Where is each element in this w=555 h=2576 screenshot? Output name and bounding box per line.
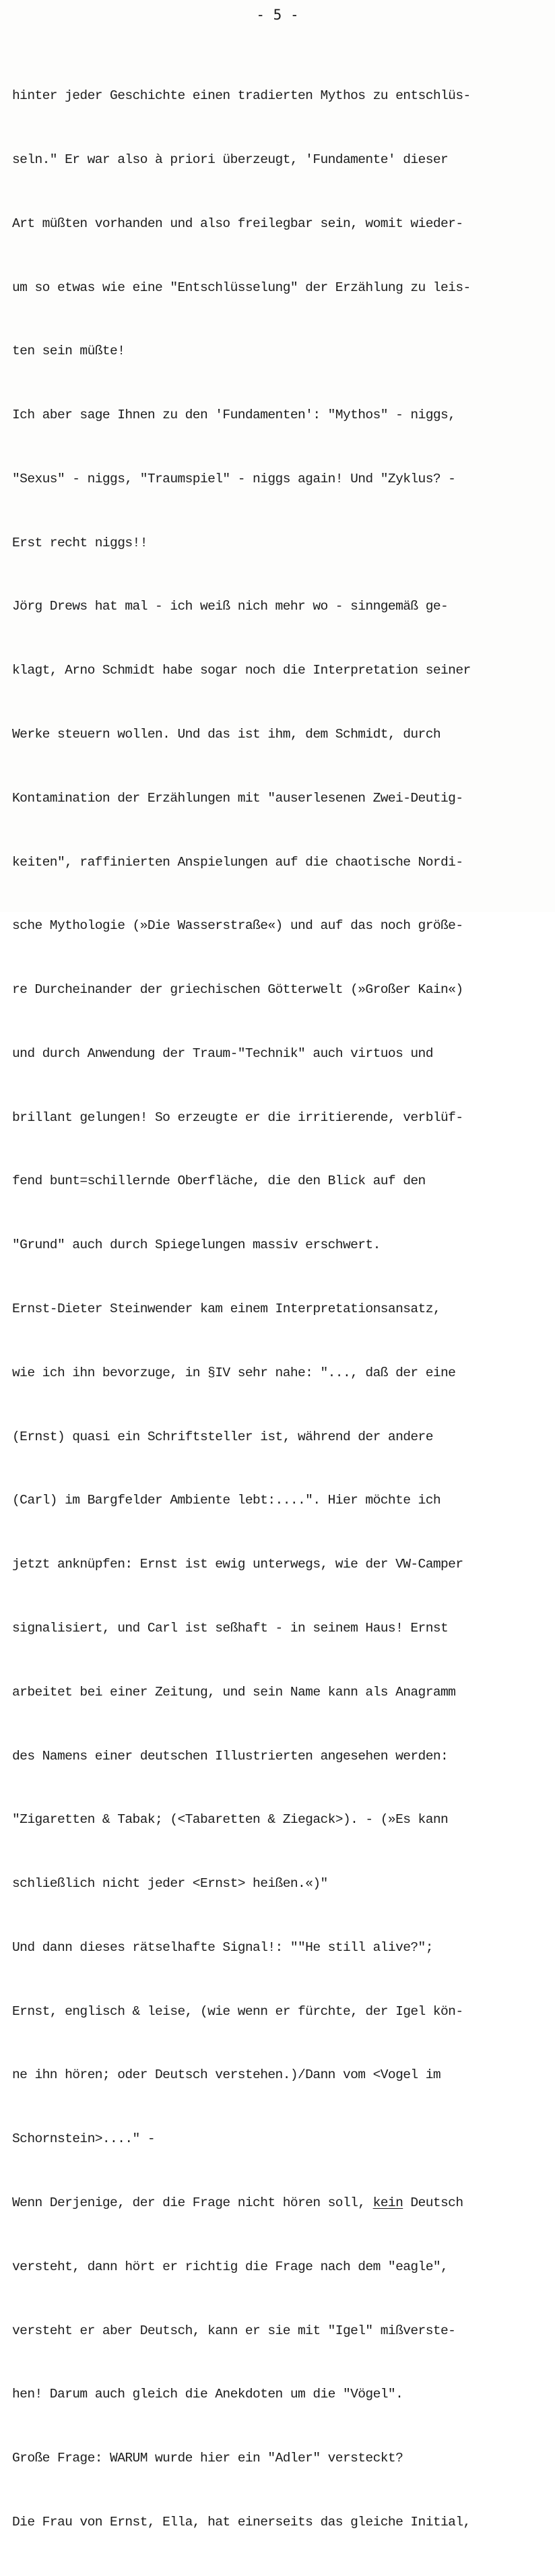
text-line: brillant gelungen! So erzeugte er die irritierende, verblüf- [12,1109,463,1125]
text-line: Ernst-Dieter Steinwender kam einem Interpretationsansatz, [12,1301,441,1317]
text-line: Erst recht niggs!! [12,535,148,550]
text-line: Die Frau von Ernst, Ella, hat einerseits das gleiche Initial, [12,2514,471,2530]
text-line: ten sein müßte! [12,344,125,359]
text-line: (Ernst) quasi ein Schriftsteller ist, während der andere [12,1429,433,1444]
text-line: und durch Anwendung der Traum-"Technik" auch virtuos und [12,1045,433,1061]
text-line: wie ich ihn bevorzuge, in §IV sehr nahe: "..., daß der eine [12,1365,456,1380]
text-line: Schornstein>...." - [12,2131,156,2147]
underlined-word: kein [372,2195,403,2210]
text-line: "Zigaretten & Tabak; (<Tabaretten & Ziegack>). - (»Es kann [12,1812,449,1828]
text-line: um so etwas wie eine "Entschlüsselung" der Erzählung zu leis- [12,280,471,295]
text-line: versteht er aber Deutsch, kann er sie mit "Igel" mißverste- [12,2323,456,2338]
text-segment: Deutsch [403,2195,463,2210]
text-line: jetzt anknüpfen: Ernst ist ewig unterwegs, wie der VW-Camper [12,1557,463,1572]
text-line: Ich aber sage Ihnen zu den 'Fundamenten': "Mythos" - niggs, [12,408,456,423]
text-line: Und dann dieses rätselhafte Signal!: ""He still alive?"; [12,1939,433,1955]
text-line: versteht, dann hört er richtig die Frage nach dem "eagle", [12,2259,449,2274]
body-text [12,43,554,2576]
text-line: Jörg Drews hat mal - ich weiß nich mehr wo - sinngemäß ge- [12,599,449,614]
text-line: hinter jeder Geschichte einen tradierten Mythos zu entschlüs- [12,88,471,104]
text-line: Werke steuern wollen. Und das ist ihm, dem Schmidt, durch [12,727,441,742]
text-line: sche Mythologie (»Die Wasserstraße«) und auf das noch größe- [12,918,463,934]
text-line: Kontamination der Erzählungen mit "auserlesenen Zwei-Deutig- [12,790,463,806]
text-line: Art müßten vorhanden und also freilegbar sein, womit wieder- [12,216,463,231]
text-line: signalisiert, und Carl ist seßhaft - in seinem Haus! Ernst [12,1620,449,1636]
page-number: - 5 - [256,7,299,23]
text-line: hen! Darum auch gleich die Anekdoten um die "Vögel". [12,2387,403,2402]
text-line: "Grund" auch durch Spiegelungen massiv erschwert. [12,1237,381,1253]
text-line: fend bunt=schillernde Oberfläche, die den Blick auf den [12,1173,426,1189]
text-line: ne ihn hören; oder Deutsch verstehen.)/Dann vom <Vogel im [12,2067,441,2083]
text-line: (Carl) im Bargfelder Ambiente lebt:....". Hier möchte ich [12,1493,441,1508]
text-line: des Namens einer deutschen Illustrierten angesehen werden: [12,1748,449,1764]
text-line: arbeitet bei einer Zeitung, und sein Name kann als Anagramm [12,1684,456,1700]
text-line-with-underline [12,2193,554,2214]
text-line: klagt, Arno Schmidt habe sogar noch die Interpretation seiner [12,663,471,678]
text-line: keiten", raffinierten Anspielungen auf die chaotische Nordi- [12,854,463,870]
text-line: "Sexus" - niggs, "Traumspiel" - niggs again! Und "Zyklus? - [12,471,456,486]
text-line: Große Frage: WARUM wurde hier ein "Adler" versteckt? [12,2451,403,2466]
text-line: schließlich nicht jeder <Ernst> heißen.«)" [12,1876,328,1892]
text-segment: Wenn Derjenige, der die Frage nicht hören soll, [12,2195,373,2210]
text-line: seln." Er war also à priori überzeugt, 'Fundamente' dieser [12,152,449,167]
text-line: Ernst, englisch & leise, (wie wenn er fürchte, der Igel kön- [12,2003,463,2019]
text-line: re Durcheinander der griechischen Götterwelt (»Großer Kain«) [12,982,463,998]
